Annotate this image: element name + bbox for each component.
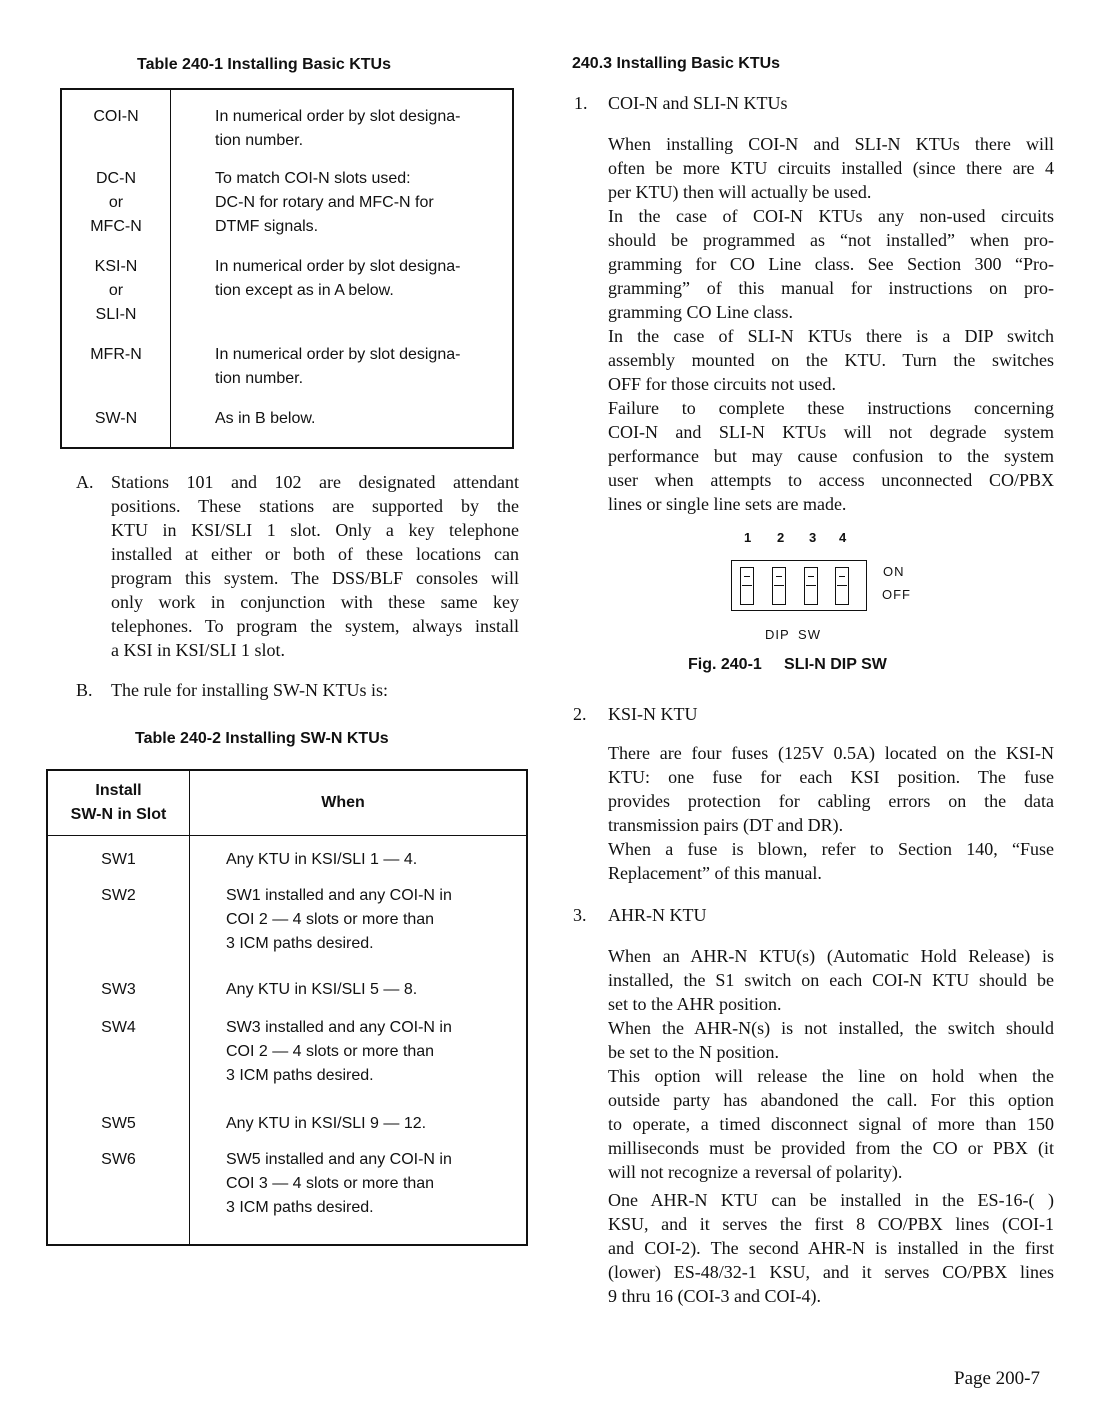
dip-switch [740, 567, 754, 605]
dip-switch [772, 567, 786, 605]
cell-when: Any KTU in KSI/SLI 9 — 12. [226, 1115, 427, 1132]
table-cell-rule: In numerical order by slot designa- tion number. [215, 108, 461, 149]
switch-number: 3 [809, 530, 817, 545]
table1-caption: Table 240-1 Installing Basic KTUs [137, 56, 392, 73]
table-row [47, 836, 527, 885]
cell-when: Any KTU in KSI/SLI 5 — 8. [226, 981, 418, 998]
cell-slot: SW4 [47, 1016, 190, 1100]
item1-title: COI-N and SLI-N KTUs [608, 93, 788, 113]
table-row [47, 1016, 527, 1100]
table-cell-rule: In numerical order by slot designa- tion except as in A below. [215, 258, 461, 299]
table-row [61, 89, 513, 167]
cell-when: Any KTU in KSI/SLI 1 — 4. [226, 851, 418, 868]
note-b-marker: B. [76, 680, 93, 700]
table-row [61, 343, 513, 407]
page-number: Page 200-7 [954, 1368, 1041, 1389]
table-cell-rule: To match COI-N slots used: DC-N for rotary and MFC-N for DTMF signals. [215, 170, 434, 235]
figure-caption: Fig. 240-1 SLI-N DIP SW [688, 656, 887, 673]
dip-on-label: ON [883, 564, 905, 579]
item1-number: 1. [574, 93, 588, 113]
cell-slot: SW2 [47, 884, 190, 968]
cell-when: SW3 installed and any COI-N in COI 2 — 4 slots or more than 3 ICM paths desired. [226, 1019, 452, 1084]
dip-switch [835, 567, 849, 605]
cell-slot: SW6 [47, 1148, 190, 1245]
section-heading: 240.3 Installing Basic KTUs [572, 55, 781, 72]
table-cell-rule: As in B below. [215, 410, 316, 427]
table-header-row [47, 770, 527, 836]
table-row [47, 968, 527, 1016]
dip-switch [804, 567, 818, 605]
switch-number: 4 [839, 530, 847, 545]
cell-when: SW1 installed and any COI-N in COI 2 — 4 slots or more than 3 ICM paths desired. [226, 887, 452, 952]
item2-title: KSI-N KTU [608, 704, 698, 724]
table-row [47, 884, 527, 968]
table-cell-type: COI-N [61, 89, 171, 167]
dip-switch-assembly [731, 560, 867, 611]
item2-body: There are four fuses (125V 0.5A) located on the KSI-N KTU: one fuse for each KSI position. The fuse provides protection for cabling errors on the data transmission pairs (DT and DR). When a fuse is blown, refer to Section 140, “Fuse Replacement” of this manual. [608, 743, 1054, 883]
table-cell-type: DC-N or MFC-N [61, 167, 171, 255]
switch-number: 1 [744, 530, 752, 545]
table-cell-type: KSI-N or SLI-N [61, 255, 171, 343]
table-row [61, 167, 513, 255]
item3-body: When an AHR-N KTU(s) (Automatic Hold Release) is installed, the S1 switch on each COI-N KTU should be set to the AHR position. When the AHR-N(s) is not installed, the switch should be set to the N position. This option will release the line on hold when the outside party has abandoned the call. For this option to operate, a timed disconnect signal of more than 150 milliseconds must be provided from the CO or PBX (it will not recognize a reversal of polarity). One AHR-N KTU can be installed in the ES-16-( ) KSU, and it serves the first 8 CO/PBX lines (COI-1 and COI-2). The second AHR-N is installed in the first (lower) ES-48/32-1 KSU, and it serves CO/PBX lines 9 thru 16 (COI-3 and COI-4). [608, 946, 1054, 1306]
table2-caption: Table 240-2 Installing SW-N KTUs [135, 730, 389, 747]
cell-when: SW5 installed and any COI-N in COI 3 — 4 slots or more than 3 ICM paths desired. [226, 1151, 452, 1216]
header-when: When [190, 770, 528, 836]
dip-off-label: OFF [882, 587, 911, 602]
table-row [47, 1148, 527, 1245]
cell-slot: SW1 [47, 836, 190, 885]
table-row [47, 1100, 527, 1148]
table-row [61, 255, 513, 343]
note-a-marker: A. [76, 472, 94, 492]
cell-slot: SW3 [47, 968, 190, 1016]
table-cell-rule: In numerical order by slot designa- tion number. [215, 346, 461, 387]
note-b-text: The rule for installing SW-N KTUs is: [111, 680, 388, 700]
dip-sw-label: DIP SW [765, 627, 821, 642]
item3-number: 3. [573, 905, 587, 925]
switch-number: 2 [777, 530, 785, 545]
table-cell-type: SW-N [61, 407, 171, 448]
table-installing-basic-ktus [60, 88, 514, 449]
header-install-slot: Install SW-N in Slot [47, 770, 190, 836]
table-row [61, 407, 513, 448]
table-cell-type: MFR-N [61, 343, 171, 407]
note-a-text: Stations 101 and 102 are designated attendant positions. These stations are supported by the KTU in KSI/SLI 1 slot. Only a key telephone installed at either or both of these locations can program this system. The DSS/BLF consoles will only work in conjunction with these same key telephones. To program the system, always install a KSI in KSI/SLI 1 slot. [111, 472, 519, 660]
item2-number: 2. [573, 704, 587, 724]
table-installing-sw-n-ktus [46, 769, 528, 1246]
item1-body: When installing COI-N and SLI-N KTUs there will often be more KTU circuits installed (since there are 4 per KTU) then will actually be used. In the case of COI-N KTUs any non-used circuits should be programmed as “not installed” when pro- gramming for CO Line class. See Section 300 “Pro- gramming” of this manual for instructions on pro- gramming CO Line class. In the case of SLI-N KTUs there is a DIP switch assembly mounted on the KTU. Turn the switches OFF for those circuits not used. Failure to complete these instructions concerning COI-N and SLI-N KTUs will not degrade system performance but may cause confusion to the system user when attempts to access unconnected CO/PBX lines or single line sets are made. [608, 134, 1054, 514]
cell-slot: SW5 [47, 1100, 190, 1148]
item3-title: AHR-N KTU [608, 905, 707, 925]
